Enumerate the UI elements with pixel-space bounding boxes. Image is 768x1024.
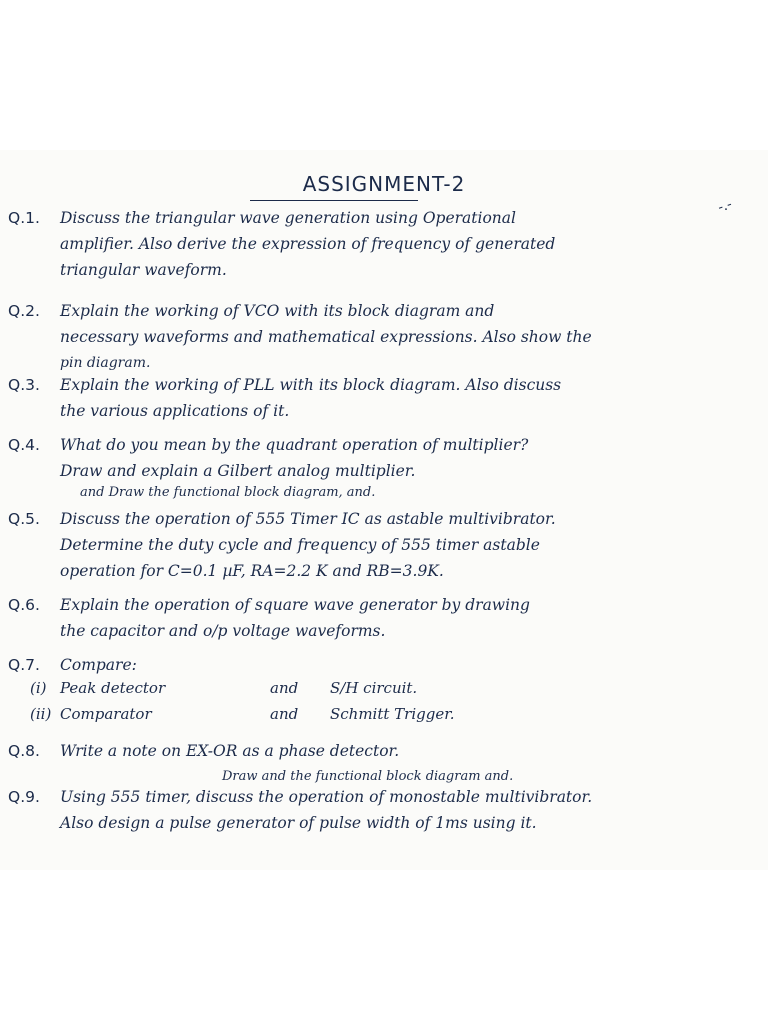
question-number: Q.5. <box>8 510 40 528</box>
question-text-line: Compare: <box>60 656 137 674</box>
question-number: Q.4. <box>8 436 40 454</box>
question-9 <box>8 784 760 836</box>
compare-item-label: (i) <box>30 679 47 697</box>
question-1 <box>8 205 760 283</box>
compare-right: Schmitt Trigger. <box>330 705 455 723</box>
corner-scribble: -.- <box>715 196 735 216</box>
question-4 <box>8 432 760 484</box>
question-text-line: Write a note on EX-OR as a phase detector. <box>60 742 400 760</box>
question-text-line: Discuss the operation of 555 Timer IC as astable multivibrator. <box>60 510 556 528</box>
question-number: Q.2. <box>8 302 40 320</box>
question-number: Q.3. <box>8 376 40 394</box>
question-text-line: Using 555 timer, discuss the operation of monostable multivibrator. <box>60 788 593 806</box>
question-2 <box>8 298 760 350</box>
compare-right: S/H circuit. <box>330 679 418 697</box>
question-text-line: Discuss the triangular wave generation using Operational <box>60 209 516 227</box>
question-text-line: the various applications of it. <box>60 402 290 420</box>
question-text-line: What do you mean by the quadrant operation of multiplier? <box>60 436 529 454</box>
question-text-line: Determine the duty cycle and frequency of 555 timer astable <box>60 536 540 554</box>
question-text-line: operation for C=0.1 µF, RA=2.2 K and RB=3.9K. <box>60 562 444 580</box>
inserted-note: Draw and the functional block diagram and. <box>222 769 514 784</box>
page-title: ASSIGNMENT-2 <box>302 172 466 196</box>
question-text-line: Explain the operation of square wave generator by drawing <box>60 596 530 614</box>
compare-item <box>30 676 417 700</box>
compare-left: Comparator <box>60 705 152 723</box>
compare-mid: and <box>270 705 299 723</box>
question-text-line: triangular waveform. <box>60 261 227 279</box>
question-number: Q.9. <box>8 788 40 806</box>
question-text-line: Also design a pulse generator of pulse width of 1ms using it. <box>60 814 537 832</box>
compare-item <box>30 702 455 726</box>
question-text-line: Explain the working of PLL with its block diagram. Also discuss <box>60 376 562 394</box>
question-7 <box>8 652 760 678</box>
question-text-line: amplifier. Also derive the expression of frequency of generated <box>60 235 556 253</box>
question-number: Q.1. <box>8 209 40 227</box>
question-text-line: necessary waveforms and mathematical expressions. Also show the <box>60 328 592 346</box>
question-5 <box>8 506 760 584</box>
question-text-line: the capacitor and o/p voltage waveforms. <box>60 622 386 640</box>
question-6 <box>8 592 760 644</box>
question-text-line: pin diagram. <box>60 355 151 371</box>
question-text-line: Draw and explain a Gilbert analog multiplier. <box>60 462 416 480</box>
compare-item-label: (ii) <box>30 705 52 723</box>
inserted-note: and Draw the functional block diagram, and. <box>80 485 376 500</box>
question-8 <box>8 738 760 764</box>
question-number: Q.7. <box>8 656 40 674</box>
question-number: Q.6. <box>8 596 40 614</box>
question-3 <box>8 372 760 424</box>
title-underline <box>250 200 418 201</box>
question-text-line: Explain the working of VCO with its block diagram and <box>60 302 495 320</box>
compare-mid: and <box>270 679 299 697</box>
question-number: Q.8. <box>8 742 40 760</box>
compare-left: Peak detector <box>60 679 166 697</box>
